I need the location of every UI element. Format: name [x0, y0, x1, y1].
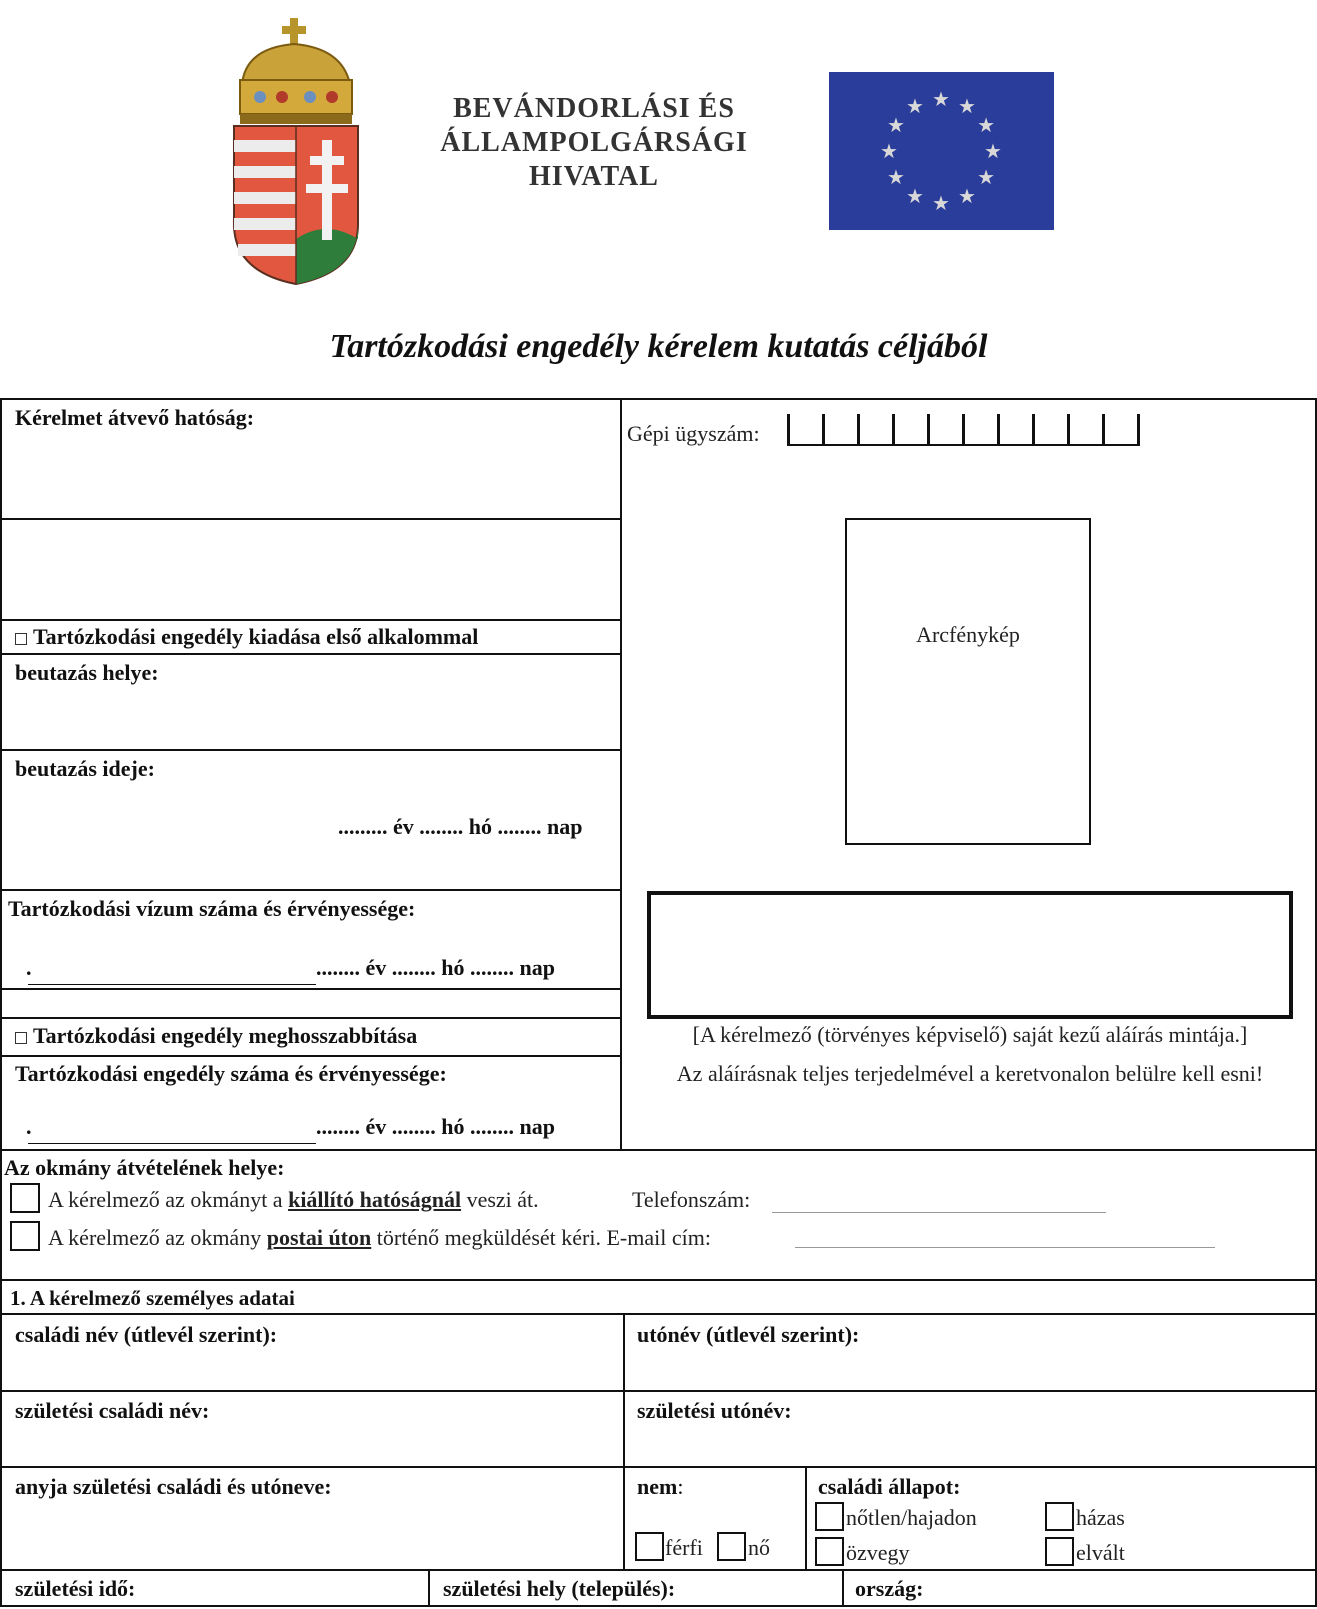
grid-line: [805, 1466, 807, 1569]
phone-label: Telefonszám:: [632, 1187, 751, 1212]
first-issue-label: Tartózkodási engedély kiadása első alkalommal: [33, 624, 479, 649]
case-number-digit-box[interactable]: [787, 414, 822, 446]
star-icon: ★: [958, 93, 976, 118]
coat-of-arms: [226, 14, 366, 286]
star-icon: ★: [906, 93, 924, 118]
entry-place-label: beutazás helye:: [15, 660, 159, 685]
delivery-post-text-end: történő megküldését kéri. E-mail cím:: [376, 1225, 711, 1250]
grid-line: [0, 1569, 1317, 1571]
single-label: nőtlen/hajadon: [846, 1505, 977, 1530]
delivery-office-checkbox[interactable]: [10, 1183, 40, 1213]
first-issue-checkbox[interactable]: [15, 633, 27, 645]
male-label: férfi: [665, 1535, 703, 1560]
grid-line: [0, 1390, 1317, 1392]
signature-note-2: Az aláírásnak teljes terjedelmével a keretvonalon belülre kell esni!: [676, 1061, 1264, 1086]
birth-given-name-label: születési utónév:: [637, 1398, 792, 1423]
star-icon: ★: [984, 139, 1002, 163]
photo-label: Arcfénykép: [916, 622, 1020, 647]
extension-option[interactable]: [15, 1023, 417, 1049]
receiving-authority-label: Kérelmet átvevő hatóság:: [15, 405, 255, 430]
married-label: házas: [1076, 1505, 1125, 1530]
family-name-label: családi név (útlevél szerint):: [15, 1322, 278, 1347]
divorced-label: elvált: [1076, 1540, 1125, 1565]
delivery-heading: Az okmány átvételének helye:: [4, 1155, 285, 1180]
married-checkbox[interactable]: [1045, 1502, 1074, 1531]
delivery-post-emphasis: postai úton: [266, 1225, 372, 1250]
given-name-label: utónév (útlevél szerint):: [637, 1322, 860, 1347]
grid-line: [0, 1605, 1317, 1607]
signature-box[interactable]: [647, 891, 1293, 1019]
delivery-office-text-end: veszi át.: [466, 1187, 539, 1212]
delivery-office-option: [48, 1187, 539, 1213]
eu-flag-icon: [829, 72, 1054, 230]
eu-flag: [829, 72, 1054, 230]
visa-date-pattern[interactable]: ........ év ........ hó ........ nap: [316, 955, 555, 980]
sex-label: [637, 1474, 683, 1500]
widowed-label: özvegy: [846, 1540, 910, 1565]
star-icon: ★: [977, 165, 996, 189]
coat-of-arms-icon: [226, 14, 366, 286]
star-icon: ★: [886, 165, 905, 189]
grid-line: [0, 619, 621, 621]
email-input[interactable]: [795, 1230, 1215, 1248]
delivery-office-text: A kérelmező az okmányt a: [48, 1187, 283, 1212]
birth-date-label: születési idő:: [15, 1576, 136, 1601]
grid-line: [0, 1466, 1317, 1468]
agency-name-line2: ÁLLAMPOLGÁRSÁGI: [440, 127, 748, 158]
grid-line: [0, 1149, 1317, 1151]
grid-line: [0, 653, 621, 655]
star-icon: ★: [958, 184, 976, 209]
delivery-post-option: [48, 1225, 711, 1251]
visa-number-line[interactable]: [28, 964, 316, 985]
grid-line: [0, 1313, 1317, 1315]
visa-number-label: Tartózkodási vízum száma és érvényessége:: [8, 896, 416, 921]
delivery-office-emphasis: kiállító hatóságnál: [288, 1187, 462, 1212]
star-icon: ★: [977, 113, 996, 137]
grid-line: [0, 749, 621, 751]
permit-number-label: Tartózkodási engedély száma és érvényessége:: [15, 1061, 447, 1086]
grid-line: [0, 1279, 1317, 1281]
case-number-digit-box[interactable]: [892, 414, 927, 446]
birth-place-label: születési hely (település):: [443, 1576, 676, 1601]
female-label: nő: [748, 1535, 770, 1560]
photo-box: [845, 518, 1091, 845]
grid-line: [623, 1313, 625, 1569]
case-number-label: Gépi ügyszám:: [627, 421, 760, 446]
star-icon: ★: [932, 191, 950, 215]
delivery-post-checkbox[interactable]: [10, 1221, 40, 1251]
permit-date-pattern[interactable]: ........ év ........ hó ........ nap: [316, 1114, 555, 1139]
grid-line: [842, 1569, 844, 1607]
grid-line: [0, 988, 621, 990]
signature-note: [A kérelmező (törvényes képviselő) saját kezű aláírás mintája.]: [692, 1022, 1248, 1047]
grid-line: [0, 1017, 621, 1019]
case-number-digit-box[interactable]: [927, 414, 962, 446]
grid-line: [620, 398, 622, 1150]
case-number-digit-box[interactable]: [1032, 414, 1067, 446]
section-1-heading: 1. A kérelmező személyes adatai: [10, 1286, 295, 1310]
first-issue-option[interactable]: [15, 624, 478, 650]
star-icon: ★: [880, 139, 898, 163]
permit-number-line[interactable]: [28, 1123, 316, 1144]
sex-label-colon: :: [677, 1474, 684, 1499]
marital-status-label: családi állapot:: [818, 1474, 961, 1499]
agency-name-line1: BEVÁNDORLÁSI ÉS: [453, 93, 735, 124]
entry-date-label: beutazás ideje:: [15, 756, 155, 781]
grid-line: [428, 1569, 430, 1607]
case-number-digit-box[interactable]: [822, 414, 857, 446]
extension-checkbox[interactable]: [15, 1032, 27, 1044]
star-icon: ★: [906, 184, 924, 209]
country-label: ország:: [855, 1576, 924, 1601]
case-number-digit-box[interactable]: [857, 414, 892, 446]
case-number-end-bar: [1137, 414, 1140, 446]
grid-line: [0, 398, 2, 1607]
entry-date-pattern[interactable]: ......... év ........ hó ........ nap: [338, 814, 583, 839]
case-number-digit-box[interactable]: [1067, 414, 1102, 446]
grid-line: [0, 1055, 621, 1057]
star-icon: ★: [886, 113, 905, 137]
case-number-digit-box[interactable]: [962, 414, 997, 446]
star-icon: ★: [932, 87, 950, 111]
single-checkbox[interactable]: [815, 1502, 844, 1531]
grid-line: [0, 518, 621, 520]
case-number-digit-box[interactable]: [1102, 414, 1137, 446]
agency-name: [424, 92, 764, 194]
divorced-checkbox[interactable]: [1045, 1537, 1074, 1566]
grid-line: [0, 398, 1317, 400]
case-number-digit-box[interactable]: [997, 414, 1032, 446]
phone-input[interactable]: [772, 1195, 1106, 1213]
agency-name-line3: HIVATAL: [529, 161, 659, 192]
male-checkbox[interactable]: [635, 1532, 664, 1561]
permit-dot: .: [26, 1114, 32, 1139]
mother-name-label: anyja születési családi és utóneve:: [15, 1474, 332, 1499]
case-number-boxes[interactable]: [787, 414, 1147, 450]
extension-label: Tartózkodási engedély meghosszabbítása: [33, 1023, 418, 1048]
female-checkbox[interactable]: [717, 1532, 746, 1561]
widowed-checkbox[interactable]: [815, 1537, 844, 1566]
sex-label-text: nem: [637, 1474, 678, 1499]
delivery-post-text: A kérelmező az okmány: [48, 1225, 262, 1250]
grid-line: [0, 889, 621, 891]
page-title: Tartózkodási engedély kérelem kutatás céljából: [329, 328, 988, 365]
visa-dot: .: [26, 955, 32, 980]
birth-family-name-label: születési családi név:: [15, 1398, 210, 1423]
